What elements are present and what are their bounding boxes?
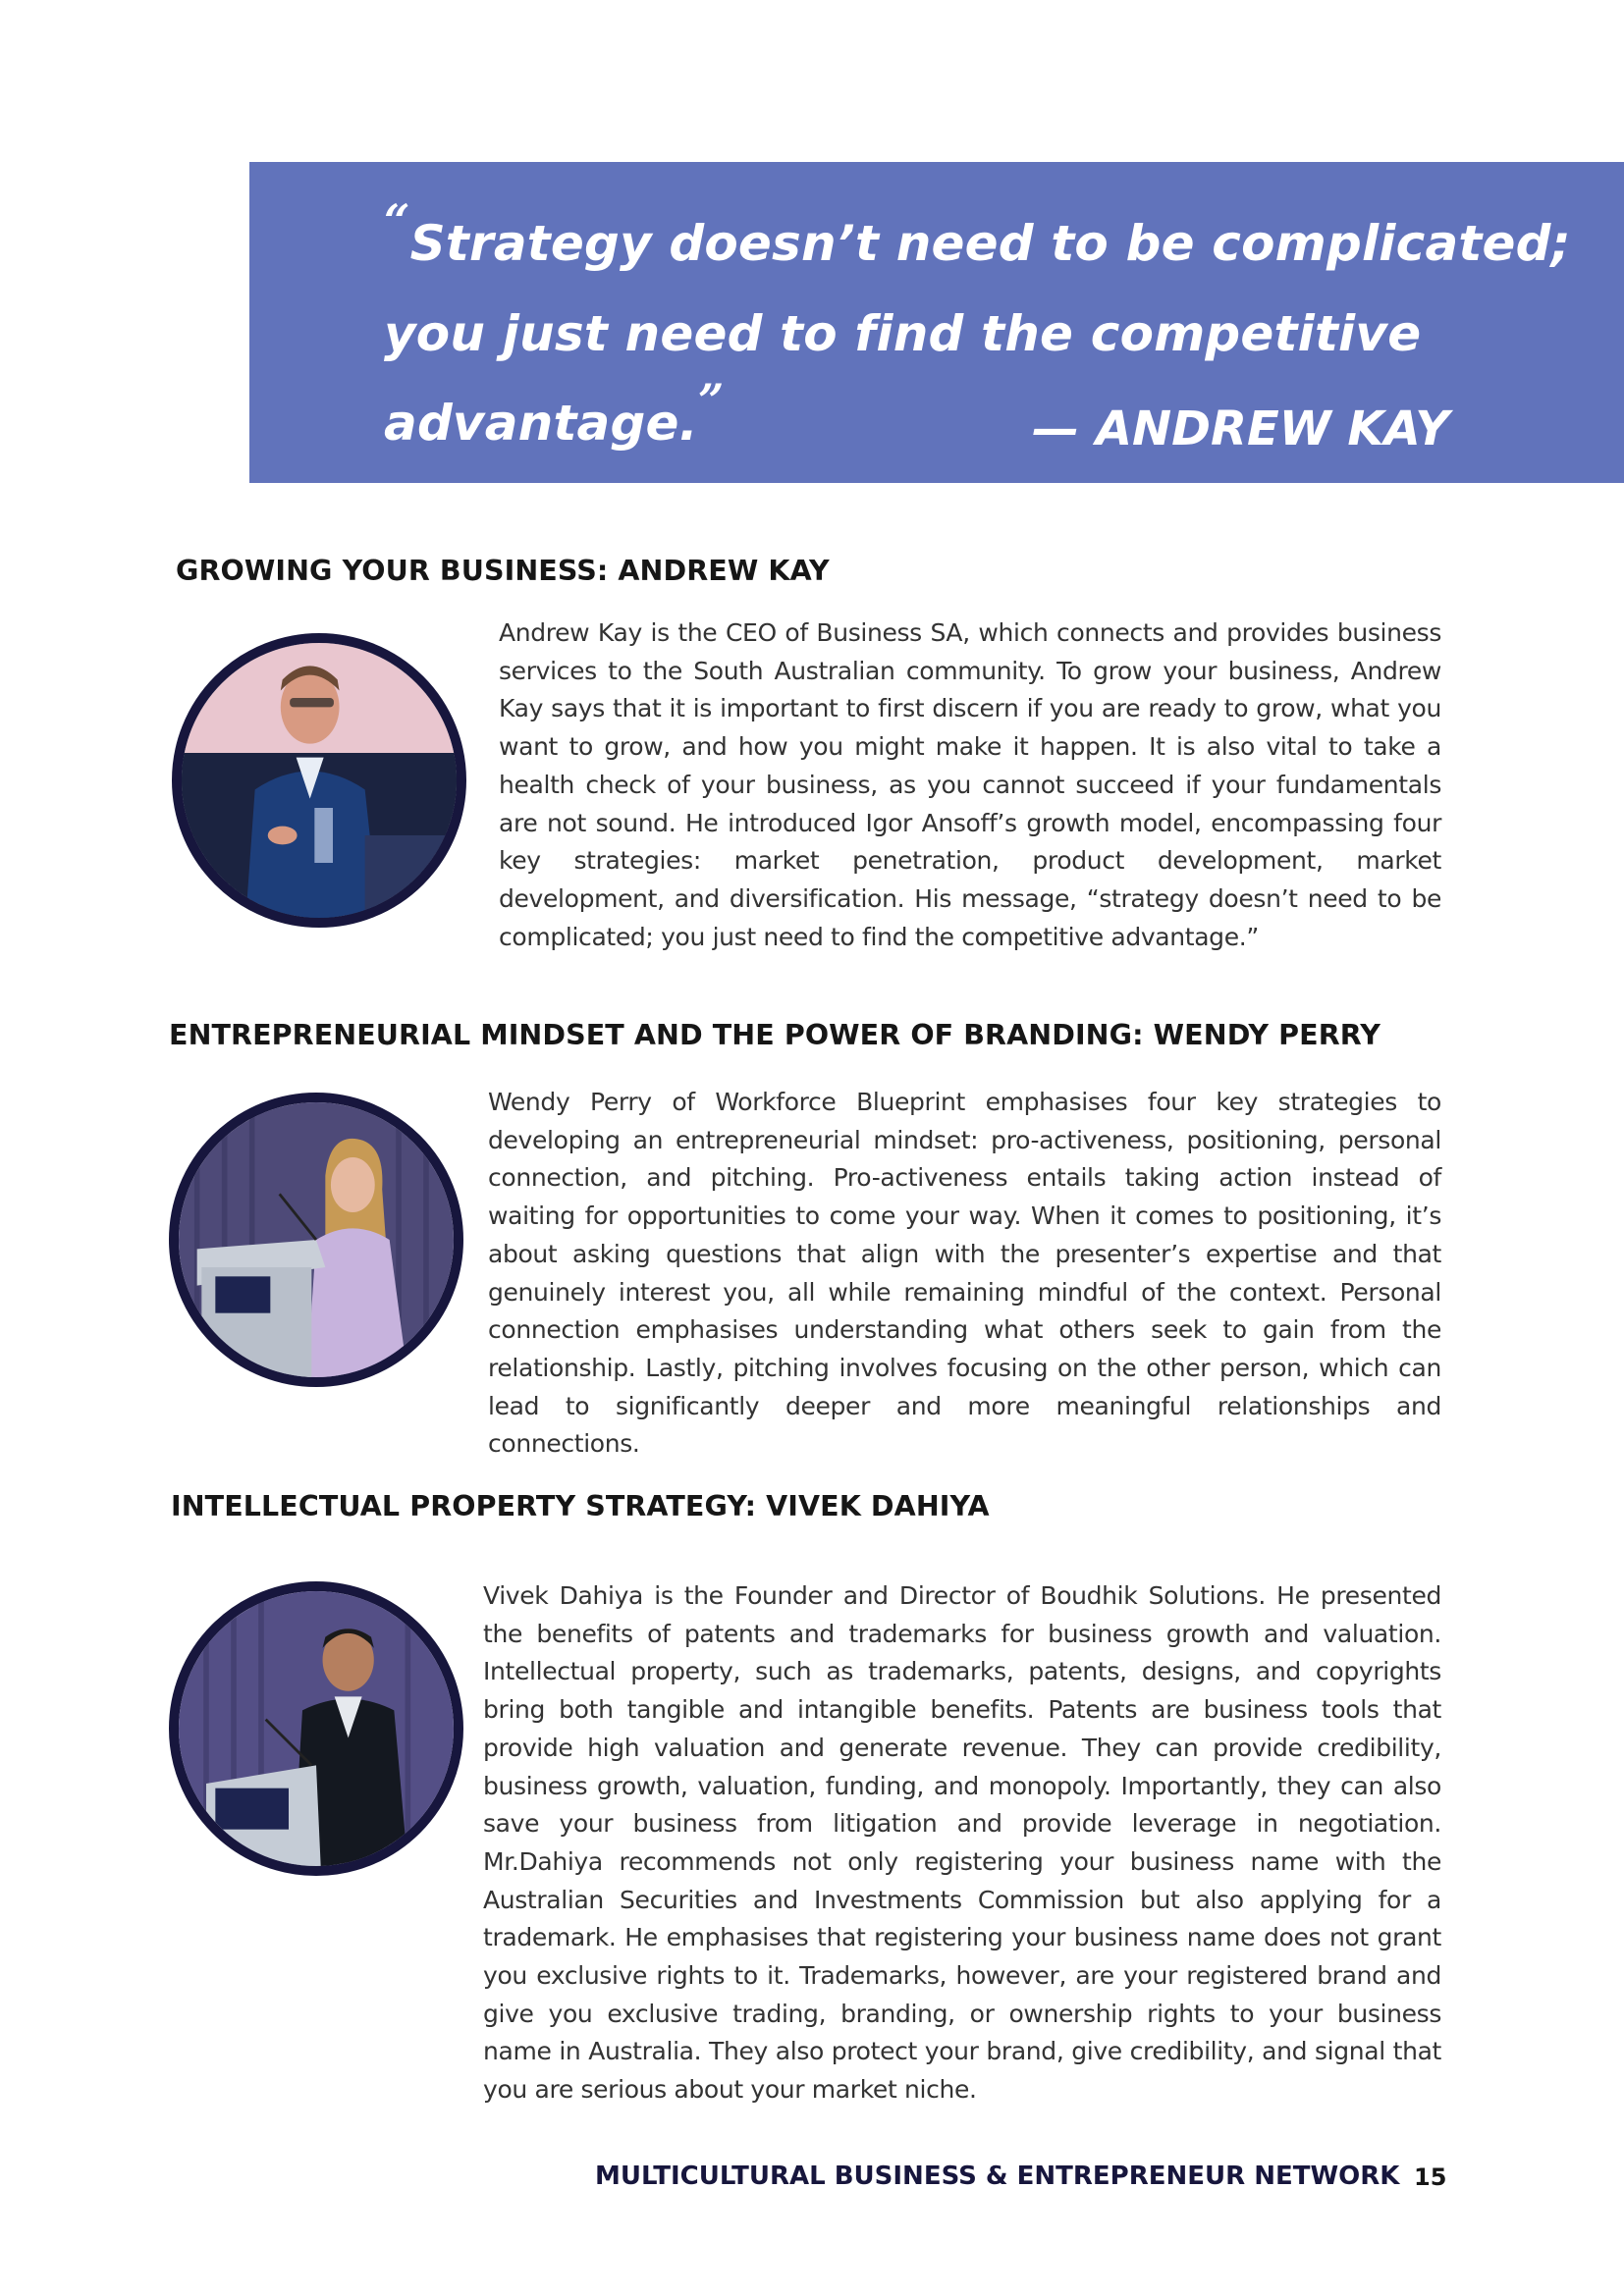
pull-quote-box [249, 162, 1624, 483]
page-number: 15 [1414, 2163, 1447, 2191]
pull-quote-line-2: you just need to find the competitive [384, 305, 1422, 362]
section-heading-growing-business [176, 555, 830, 587]
section-heading-title: ENTREPRENEURIAL MINDSET AND THE POWER OF BRANDING: [169, 1019, 1144, 1051]
section-heading-speaker: ANDREW KAY [608, 555, 830, 587]
close-quote-mark: ” [697, 374, 725, 427]
section-body-intellectual-property: Vivek Dahiya is the Founder and Director of Boudhik Solutions. He presented the benefits of patents and trademarks for business growth and valuation. Intellectual property, such as trademarks, patents, designs, and copyrights bring both tangible and intangible benefits. Patents are business tools that provide high valuation and generate revenue. They can provide credibility, business growth, valuation, funding, and monopoly. Importantly, they can also save your business from litigation and provide leverage in negotiation. Mr.Dahiya recommends not only registering your business name with the Australian Securities and Investments Commission but also applying for a trademark. He emphasises that registering your business name does not grant you exclusive rights to it. Trademarks, however, are your registered brand and give you exclusive trading, branding, or ownership rights to your business name in Australia. They also protect your brand, give credibility, and signal that you are serious about your market niche. [483, 1581, 1441, 2105]
section-body-entrepreneurial-mindset: Wendy Perry of Workforce Blueprint emphasises four key strategies to developing an entrepreneurial mindset: pro-activeness, positioning, personal connection, and pitching. Pro-activeness entails taking action instead of waiting for opportunities to come your way. When it comes to positioning, it’s about asking questions that align with the presenter’s expertise and that genuinely interest you, all while remaining mindful of the context. Personal connection emphasises understanding what others seek to gain from the relationship. Lastly, pitching involves focusing on the other person, which can lead to significantly deeper and more meaningful relationships and connections. [488, 1088, 1441, 1459]
section-heading-intellectual-property [171, 1490, 990, 1522]
speaker-photo-vivek-dahiya [169, 1581, 463, 1876]
section-body-growing-business: Andrew Kay is the CEO of Business SA, which connects and provides business services to the South Australian community. To grow your business, Andrew Kay says that it is important to first discern if you are ready to grow, what you want to grow, and how you might make it happen. It is also vital to take a health check of your business, as you cannot succeed if your fundamentals are not sound. He introduced Igor Ansoff’s growth model, encompassing four key strategies: market penetration, product development, market development, and diversification. His message, “strategy doesn’t need to be complicated; you just need to find the competitive advantage.” [499, 618, 1441, 951]
pull-quote-line-1: “Strategy doesn’t need to be complicated; [384, 194, 1571, 272]
section-heading-title: INTELLECTUAL PROPERTY STRATEGY: [171, 1490, 757, 1522]
footer-publication-name: MULTICULTURAL BUSINESS & ENTREPRENEUR NETWORK [595, 2162, 1400, 2191]
speaker-photo-image [182, 643, 457, 918]
speaker-photo-image [179, 1102, 454, 1377]
section-heading-title: GROWING YOUR BUSINESS: [176, 555, 609, 587]
section-heading-speaker: WENDY PERRY [1143, 1019, 1380, 1051]
speaker-photo-image [179, 1591, 454, 1866]
open-quote-mark: “ [384, 194, 410, 247]
section-heading-entrepreneurial-mindset [169, 1019, 1380, 1051]
speaker-photo-andrew-kay [172, 633, 466, 928]
section-heading-speaker: VIVEK DAHIYA [756, 1490, 990, 1522]
pull-quote-line-3: advantage.” [384, 374, 725, 452]
pull-quote-author: — ANDREW KAY [1032, 401, 1449, 456]
speaker-photo-wendy-perry [169, 1093, 463, 1387]
